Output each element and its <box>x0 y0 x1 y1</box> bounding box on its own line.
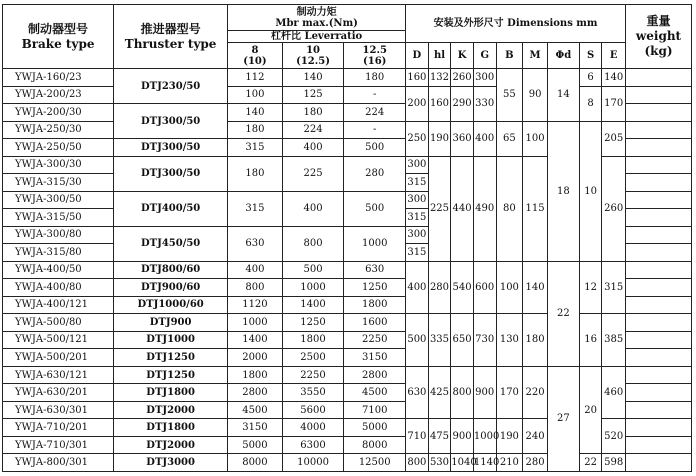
lever-ratio-header <box>228 31 406 43</box>
torque-cell: 1400 <box>282 296 344 314</box>
dim-G-cell: 600 <box>473 261 496 314</box>
dim-E-cell: 315 <box>602 261 626 314</box>
torque-header-en: Mbr max.(Nm) <box>275 17 358 29</box>
brake-type-cell: YWJA-200/30 <box>3 104 114 122</box>
torque-cell: 1800 <box>282 331 344 349</box>
weight-cell <box>626 209 692 227</box>
dim-K-cell: 260 <box>451 69 474 87</box>
dim-header-B: B <box>496 43 523 69</box>
torque-cell: 315 <box>228 139 283 157</box>
weight-cell <box>626 191 692 209</box>
brake-type-cell: YWJA-300/50 <box>3 191 114 209</box>
thruster-type-cell: DTJ400/50 <box>114 191 228 226</box>
weight-cell <box>626 401 692 419</box>
torque-cell: 224 <box>282 121 344 139</box>
weight-cell <box>626 139 692 157</box>
torque-cell: 800 <box>282 226 344 261</box>
torque-cell: 500 <box>282 261 344 279</box>
brake-type-cell: YWJA-400/50 <box>3 261 114 279</box>
thruster-type-cell: DTJ300/50 <box>114 156 228 191</box>
dim-D-cell: 500 <box>406 314 429 367</box>
brake-type-cell: YWJA-500/80 <box>3 314 114 332</box>
dim-E-cell: 260 <box>602 156 626 261</box>
dim-D-cell: 300 <box>406 226 429 244</box>
brake-type-cell: YWJA-315/80 <box>3 244 114 262</box>
lever-ratio-header-en: Leverratio <box>304 31 363 42</box>
weight-header <box>626 5 692 69</box>
torque-cell: 224 <box>344 104 406 122</box>
lever-ratio-1 <box>228 43 283 69</box>
thruster-type-cell: DTJ3000 <box>114 454 228 472</box>
dim-D-cell: 200 <box>406 86 429 121</box>
torque-cell: 140 <box>228 104 283 122</box>
thruster-type-cell: DTJ300/50 <box>114 139 228 157</box>
brake-type-cell: YWJA-630/201 <box>3 384 114 402</box>
brake-type-header <box>3 5 114 69</box>
dim-hl-cell: 335 <box>428 314 451 367</box>
dim-header-S: S <box>579 43 602 69</box>
weight-cell <box>626 69 692 87</box>
weight-cell <box>626 226 692 244</box>
torque-header <box>228 5 406 31</box>
torque-cell: 4500 <box>228 401 283 419</box>
dim-G-cell: 900 <box>473 366 496 419</box>
weight-header-en: weight <box>635 29 682 43</box>
brake-type-cell: YWJA-710/201 <box>3 419 114 437</box>
weight-cell <box>626 174 692 192</box>
torque-cell: 2000 <box>228 349 283 367</box>
dimensions-header-cn: 安装及外形尺寸 <box>433 18 504 29</box>
torque-cell: 112 <box>228 69 283 87</box>
brake-type-cell: YWJA-630/301 <box>3 401 114 419</box>
torque-cell: 180 <box>282 104 344 122</box>
weight-cell <box>626 366 692 384</box>
dim-hl-cell: 160 <box>428 86 451 121</box>
thruster-type-cell: DTJ300/50 <box>114 104 228 139</box>
dim-phid-cell: 22 <box>547 261 579 366</box>
weight-cell <box>626 436 692 454</box>
dim-hl-cell: 132 <box>428 69 451 87</box>
lever-ratio-1-bottom: (10) <box>243 55 267 67</box>
dim-hl-cell: 475 <box>428 419 451 454</box>
torque-cell: 1250 <box>282 314 344 332</box>
dim-S-cell: 6 <box>579 69 602 87</box>
dim-G-cell: 1000 <box>473 419 496 454</box>
dim-D-cell: 800 <box>406 454 429 472</box>
dim-K-cell: 800 <box>451 366 474 419</box>
thruster-type-cell: DTJ230/50 <box>114 69 228 104</box>
dim-S-cell: 22 <box>579 454 602 472</box>
thruster-type-header-en: Thruster type <box>124 36 217 51</box>
dim-D-cell: 315 <box>406 209 429 227</box>
torque-cell: 7100 <box>344 401 406 419</box>
dim-header-G: G <box>473 43 496 69</box>
dim-header-hl: hl <box>428 43 451 69</box>
torque-cell: 225 <box>282 156 344 191</box>
brake-type-cell: YWJA-200/23 <box>3 86 114 104</box>
thruster-type-cell: DTJ1250 <box>114 349 228 367</box>
lever-ratio-2-bottom: (12.5) <box>296 55 330 67</box>
torque-cell: 2800 <box>228 384 283 402</box>
lever-ratio-3-bottom: (16) <box>363 55 387 67</box>
torque-cell: 500 <box>344 139 406 157</box>
dim-E-cell: 520 <box>602 419 626 454</box>
dim-K-cell: 540 <box>451 261 474 314</box>
torque-cell: 8000 <box>228 454 283 472</box>
dim-header-D: D <box>406 43 429 69</box>
brake-type-cell: YWJA-160/23 <box>3 69 114 87</box>
torque-cell: 4500 <box>344 384 406 402</box>
weight-cell <box>626 121 692 139</box>
torque-cell: 6300 <box>282 436 344 454</box>
dim-K-cell: 290 <box>451 86 474 121</box>
torque-cell: 280 <box>344 156 406 191</box>
weight-cell <box>626 244 692 262</box>
dim-S-cell: 8 <box>579 86 602 121</box>
dim-B-cell: 55 <box>496 69 523 122</box>
dim-hl-cell: 225 <box>428 156 451 261</box>
thruster-type-cell: DTJ450/50 <box>114 226 228 261</box>
torque-cell: 2800 <box>344 366 406 384</box>
brake-type-cell: YWJA-800/301 <box>3 454 114 472</box>
dim-phid-cell: 18 <box>547 121 579 261</box>
torque-cell: 1000 <box>282 279 344 297</box>
dim-D-cell: 315 <box>406 244 429 262</box>
torque-cell: 3550 <box>282 384 344 402</box>
dim-K-cell: 360 <box>451 121 474 156</box>
thruster-type-header-cn: 推进器型号 <box>140 21 201 36</box>
torque-cell: 1800 <box>344 296 406 314</box>
torque-cell: 1800 <box>228 366 283 384</box>
dim-K-cell: 1040 <box>451 454 474 472</box>
thruster-type-cell: DTJ1000 <box>114 331 228 349</box>
lever-ratio-1-top: 8 <box>251 44 259 56</box>
torque-cell: 1400 <box>228 331 283 349</box>
dim-hl-cell: 280 <box>428 261 451 314</box>
torque-cell: 2250 <box>344 331 406 349</box>
dim-M-cell: 280 <box>523 454 548 472</box>
weight-cell <box>626 331 692 349</box>
brake-type-header-en: Brake type <box>21 36 95 51</box>
dim-E-cell: 205 <box>602 121 626 156</box>
dim-D-cell: 630 <box>406 366 429 419</box>
dim-B-cell: 80 <box>496 156 523 261</box>
brake-type-cell: YWJA-250/30 <box>3 121 114 139</box>
brake-type-cell: YWJA-500/121 <box>3 331 114 349</box>
torque-cell: 2500 <box>282 349 344 367</box>
torque-cell: 1250 <box>344 279 406 297</box>
thruster-type-cell: DTJ800/60 <box>114 261 228 279</box>
lever-ratio-2-top: 10 <box>306 44 320 56</box>
weight-header-cn: 重量 <box>646 14 671 28</box>
torque-cell: 3150 <box>228 419 283 437</box>
dim-B-cell: 190 <box>496 419 523 454</box>
torque-cell: 2250 <box>282 366 344 384</box>
dim-S-cell: 16 <box>579 314 602 367</box>
dim-K-cell: 440 <box>451 156 474 261</box>
weight-cell <box>626 454 692 472</box>
dim-M-cell: 115 <box>523 156 548 261</box>
weight-cell <box>626 279 692 297</box>
torque-cell: 125 <box>282 86 344 104</box>
torque-cell: 630 <box>228 226 283 261</box>
dim-M-cell: 220 <box>523 366 548 419</box>
torque-cell: 1600 <box>344 314 406 332</box>
brake-type-cell: YWJA-400/121 <box>3 296 114 314</box>
torque-cell: 1120 <box>228 296 283 314</box>
weight-header-unit: (kg) <box>644 44 673 58</box>
dim-K-cell: 900 <box>451 419 474 454</box>
weight-cell <box>626 261 692 279</box>
dim-hl-cell: 190 <box>428 121 451 156</box>
dim-D-cell: 400 <box>406 261 429 314</box>
dim-B-cell: 100 <box>496 261 523 314</box>
dim-M-cell: 180 <box>523 314 548 367</box>
dim-G-cell: 400 <box>473 121 496 156</box>
lever-ratio-header-cn: 杠杆比 <box>271 31 302 42</box>
dim-B-cell: 170 <box>496 366 523 419</box>
dim-S-cell: 12 <box>579 261 602 314</box>
dim-M-cell: 140 <box>523 261 548 314</box>
torque-cell: 10000 <box>282 454 344 472</box>
dim-E-cell: 140 <box>602 69 626 87</box>
dim-phid-cell: 14 <box>547 69 579 122</box>
dim-G-cell: 300 <box>473 69 496 87</box>
thruster-type-cell: DTJ900 <box>114 314 228 332</box>
dim-G-cell: 730 <box>473 314 496 367</box>
dim-hl-cell: 530 <box>428 454 451 472</box>
torque-cell: 100 <box>228 86 283 104</box>
torque-cell: 3150 <box>344 349 406 367</box>
lever-ratio-3 <box>344 43 406 69</box>
torque-cell: 1000 <box>344 226 406 261</box>
thruster-type-cell: DTJ900/60 <box>114 279 228 297</box>
brake-type-cell: YWJA-630/121 <box>3 366 114 384</box>
torque-cell: - <box>344 121 406 139</box>
thruster-type-cell: DTJ1800 <box>114 384 228 402</box>
dim-B-cell: 65 <box>496 121 523 156</box>
dim-B-cell: 210 <box>496 454 523 472</box>
dim-hl-cell: 425 <box>428 366 451 419</box>
lever-ratio-3-top: 12.5 <box>362 44 387 56</box>
thruster-type-header <box>114 5 228 69</box>
weight-cell <box>626 384 692 402</box>
dim-E-cell: 170 <box>602 86 626 121</box>
dim-D-cell: 710 <box>406 419 429 454</box>
dim-G-cell: 1140 <box>473 454 496 472</box>
weight-cell <box>626 349 692 367</box>
dim-header-M: M <box>523 43 548 69</box>
dim-S-cell: 20 <box>579 366 602 454</box>
dim-M-cell: 240 <box>523 419 548 454</box>
thruster-type-cell: DTJ1800 <box>114 419 228 437</box>
thruster-type-cell: DTJ1000/60 <box>114 296 228 314</box>
torque-cell: 4000 <box>282 419 344 437</box>
dim-M-cell: 100 <box>523 121 548 156</box>
torque-cell: 180 <box>228 156 283 191</box>
thruster-type-cell: DTJ2000 <box>114 436 228 454</box>
dimensions-header-en: Dimensions mm <box>507 18 598 29</box>
dim-E-cell: 385 <box>602 314 626 367</box>
brake-type-cell: YWJA-315/50 <box>3 209 114 227</box>
brake-type-cell: YWJA-300/30 <box>3 156 114 174</box>
lever-ratio-2 <box>282 43 344 69</box>
torque-cell: 1000 <box>228 314 283 332</box>
dim-header-phid: Φd <box>547 43 579 69</box>
torque-cell: 180 <box>228 121 283 139</box>
brake-type-cell: YWJA-500/201 <box>3 349 114 367</box>
dimensions-header <box>406 5 626 43</box>
torque-cell: 5000 <box>344 419 406 437</box>
torque-cell: 400 <box>282 191 344 226</box>
dim-phid-cell: 27 <box>547 366 579 471</box>
dim-D-cell: 300 <box>406 156 429 174</box>
torque-cell: 800 <box>228 279 283 297</box>
dim-K-cell: 650 <box>451 314 474 367</box>
brake-type-cell: YWJA-250/50 <box>3 139 114 157</box>
torque-cell: 12500 <box>344 454 406 472</box>
weight-cell <box>626 314 692 332</box>
brake-type-cell: YWJA-315/30 <box>3 174 114 192</box>
dim-S-cell: 10 <box>579 121 602 261</box>
dim-M-cell: 90 <box>523 69 548 122</box>
brake-type-cell: YWJA-300/80 <box>3 226 114 244</box>
brake-type-cell: YWJA-710/301 <box>3 436 114 454</box>
weight-cell <box>626 296 692 314</box>
dim-D-cell: 160 <box>406 69 429 87</box>
torque-cell: 500 <box>344 191 406 226</box>
torque-cell: 400 <box>282 139 344 157</box>
dim-E-cell: 598 <box>602 454 626 472</box>
torque-cell: 630 <box>344 261 406 279</box>
brake-type-cell: YWJA-400/80 <box>3 279 114 297</box>
thruster-type-cell: DTJ1250 <box>114 366 228 384</box>
dim-header-K: K <box>451 43 474 69</box>
thruster-type-cell: DTJ2000 <box>114 401 228 419</box>
dim-E-cell: 460 <box>602 366 626 419</box>
dim-D-cell: 315 <box>406 174 429 192</box>
dim-G-cell: 490 <box>473 156 496 261</box>
torque-cell: - <box>344 86 406 104</box>
torque-header-cn: 制动力矩 <box>296 6 337 18</box>
dim-header-E: E <box>602 43 626 69</box>
torque-cell: 5000 <box>228 436 283 454</box>
weight-cell <box>626 419 692 437</box>
dim-D-cell: 250 <box>406 121 429 156</box>
torque-cell: 8000 <box>344 436 406 454</box>
dim-B-cell: 130 <box>496 314 523 367</box>
weight-cell <box>626 156 692 174</box>
weight-cell <box>626 86 692 104</box>
torque-cell: 5600 <box>282 401 344 419</box>
brake-type-header-cn: 制动器型号 <box>28 21 89 36</box>
torque-cell: 180 <box>344 69 406 87</box>
dim-G-cell: 330 <box>473 86 496 121</box>
weight-cell <box>626 104 692 122</box>
torque-cell: 400 <box>228 261 283 279</box>
torque-cell: 315 <box>228 191 283 226</box>
dim-D-cell: 300 <box>406 191 429 209</box>
torque-cell: 140 <box>282 69 344 87</box>
spec-table <box>2 4 692 472</box>
